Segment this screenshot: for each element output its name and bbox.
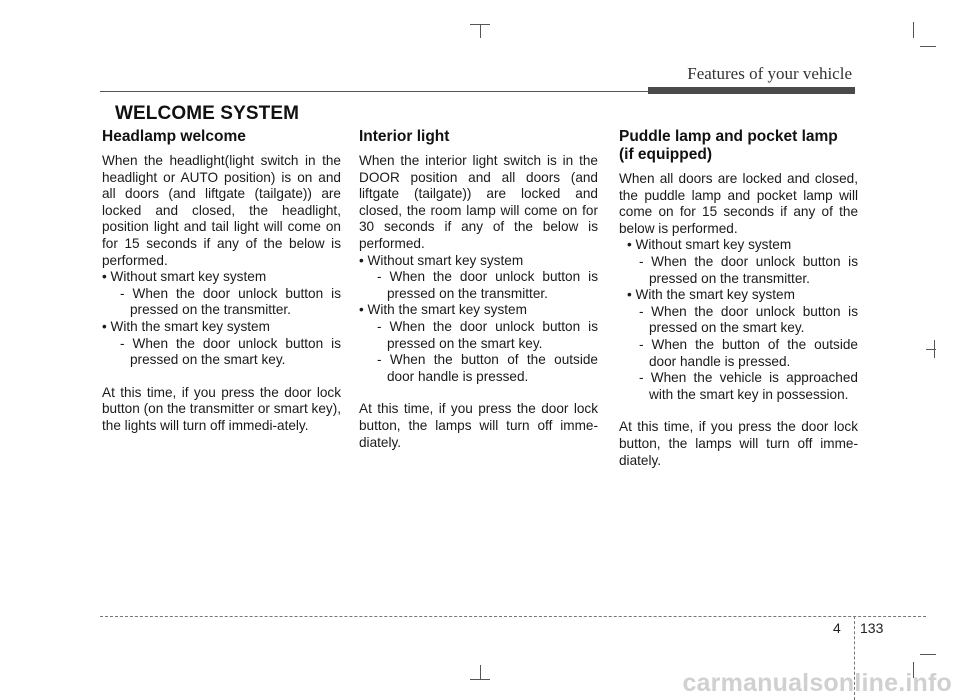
- interior-note: At this time, if you press the door lock button, the lamps will turn off imme-diately.: [359, 401, 598, 450]
- headlamp-bullet-with-smart-key: • With the smart key system: [102, 318, 270, 334]
- crop-mark-top-right-v: [913, 22, 914, 38]
- page-chapter-number: 4: [833, 620, 841, 636]
- headlamp-sub-transmitter: - When the door unlock button is pressed on the transmitter.: [120, 285, 341, 318]
- footer-rule: [100, 616, 926, 617]
- puddle-heading-line1: Puddle lamp and pocket lamp: [619, 128, 838, 145]
- column-puddle-lamp: [619, 128, 858, 469]
- puddle-bullet-with-smart-key: • With the smart key system: [627, 287, 795, 303]
- headlamp-bullet-without-smart-key: • Without smart key system: [102, 269, 267, 285]
- headlamp-intro: When the headlight(light switch in the headlight or AUTO position) is on and all doors (and liftgate (tailgate)) are locked and closed, the headlight, position light and tail light will come on for 15 seconds if any of the below is performed.: [102, 153, 341, 268]
- puddle-sub-approached: - When the vehicle is approached with the smart key in possession.: [639, 370, 858, 402]
- interior-sub-transmitter: - When the door unlock button is pressed on the transmitter.: [377, 269, 598, 301]
- puddle-note: At this time, if you press the door lock button, the lamps will turn off imme-diately.: [619, 419, 858, 468]
- crop-mark-bottom-center-h: [470, 679, 490, 680]
- puddle-heading-line2: (if equipped): [619, 146, 712, 163]
- column-headlamp-welcome: [102, 128, 341, 435]
- interior-bullet-with-smart-key: • With the smart key system: [359, 302, 527, 318]
- puddle-bullet-without-smart-key: • Without smart key system: [627, 237, 792, 253]
- puddle-sub-door-handle: - When the button of the outside door handle is pressed.: [639, 336, 858, 369]
- header-rule-thin: [100, 91, 648, 92]
- section-title: WELCOME SYSTEM: [115, 103, 300, 124]
- interior-sub-door-handle: - When the button of the outside door handle is pressed.: [377, 352, 598, 384]
- puddle-intro: When all doors are locked and closed, the puddle lamp and pocket lamp will come on for 15 seconds if any of the below is performed.: [619, 171, 858, 236]
- header-rule-thick: [648, 87, 855, 94]
- interior-intro: When the interior light switch is in the DOOR position and all doors (and liftgate (tailgate)) are locked and closed, the room lamp will come on for 30 seconds if any of the below is performed.: [359, 153, 598, 251]
- crop-mark-top-center-arm: [470, 24, 490, 25]
- puddle-heading: [619, 128, 858, 164]
- crop-mark-bottom-right-h: [920, 654, 936, 655]
- interior-bullet-without-smart-key: • Without smart key system: [359, 252, 524, 268]
- interior-heading: Interior light: [359, 128, 450, 145]
- page-number: 133: [860, 620, 884, 636]
- column-interior-light: [359, 128, 598, 451]
- headlamp-sub-smart-key: - When the door unlock button is pressed on the smart key.: [120, 335, 341, 368]
- headlamp-note: At this time, if you press the door lock button (on the transmitter or smart key), the lights will turn off immedi-ately.: [102, 384, 341, 433]
- puddle-sub-transmitter: - When the door unlock button is pressed on the transmitter.: [639, 253, 858, 286]
- chapter-title: Features of your vehicle: [687, 64, 852, 83]
- crop-mark-mid-right-h: [926, 349, 936, 350]
- crop-mark-top-right-h: [920, 46, 936, 47]
- puddle-sub-smart-key: - When the door unlock button is pressed on the smart key.: [639, 303, 858, 336]
- crop-mark-top-center: [480, 24, 481, 38]
- crop-mark-bottom-center-v: [480, 665, 481, 679]
- watermark-text: carmanualsonline.info: [682, 669, 952, 697]
- headlamp-heading: Headlamp welcome: [102, 128, 246, 145]
- interior-sub-smart-key: - When the door unlock button is pressed on the smart key.: [377, 318, 598, 351]
